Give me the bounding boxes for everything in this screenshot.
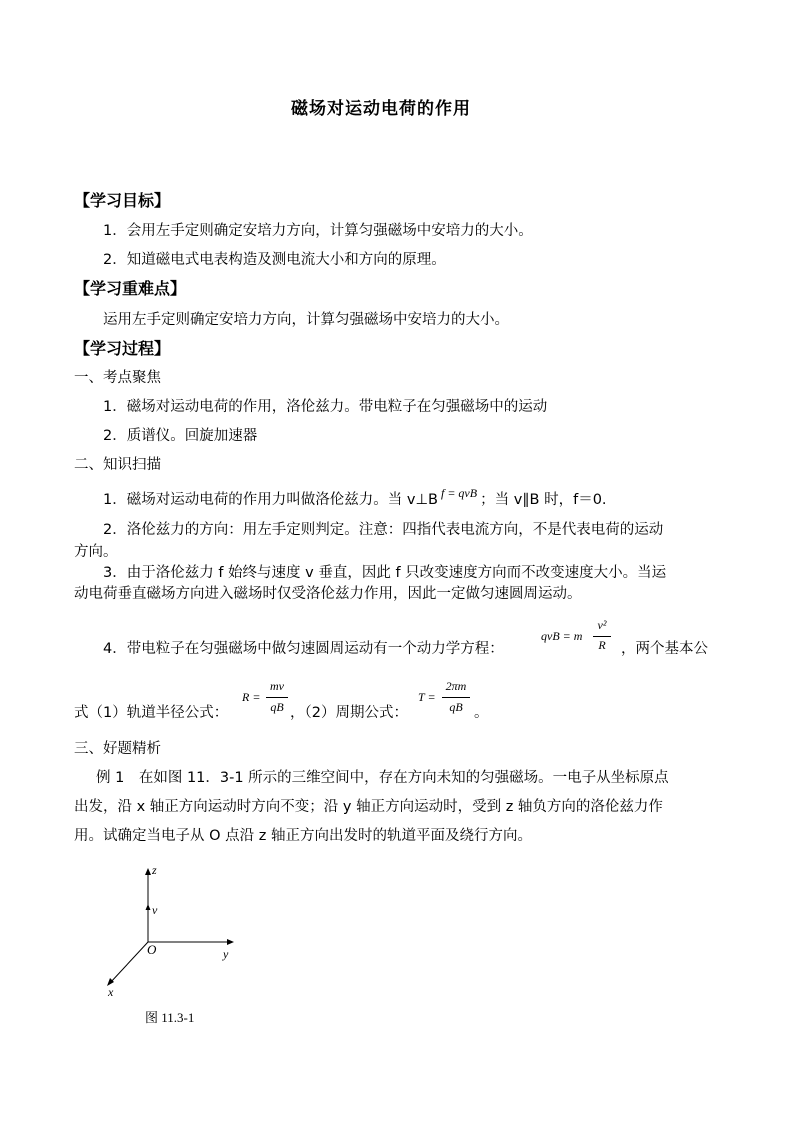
period-den: qB [449, 700, 463, 714]
period-formula [418, 679, 472, 719]
y-axis-label: y [223, 947, 229, 961]
part2-item4-b: ，两个基本公 [621, 641, 708, 657]
part2-item4-d: ，（2）周期公式： [290, 705, 408, 721]
radius-lhs: R = [242, 690, 261, 704]
keypoints-heading: 【学习重难点】 [74, 279, 187, 298]
objective-item-2: 2．知道磁电式电表构造及测电流大小和方向的原理。 [103, 252, 446, 268]
v-arrowhead [146, 904, 151, 910]
radius-formula [242, 679, 290, 719]
keypoints-text: 运用左手定则确定安培力方向，计算匀强磁场中安培力的大小。 [103, 312, 509, 328]
coordinate-figure [100, 862, 250, 1002]
part1-item-2: 2．质谱仪。回旋加速器 [103, 428, 258, 444]
process-heading: 【学习过程】 [74, 339, 171, 358]
dynamics-eq-bar [593, 636, 611, 637]
v-label: v [152, 903, 158, 917]
part1-heading: 一、考点聚焦 [74, 370, 161, 386]
radius-num: mv [270, 679, 284, 693]
part3-heading: 三、好题精析 [74, 741, 161, 757]
period-bar [442, 697, 470, 698]
objective-item-1: 1．会用左手定则确定安培力方向，计算匀强磁场中安培力的大小。 [103, 223, 533, 239]
part2-item4-c: 式（1）轨道半径公式： [74, 705, 229, 721]
dynamics-eq-num: v² [597, 618, 607, 632]
part2-item1-a: 1．磁场对运动电荷的作用力叫做洛伦兹力。当 v⊥B [103, 492, 438, 508]
part2-item1-text [103, 486, 607, 510]
part2-item1-b: ；当 v∥B 时，f＝0. [480, 492, 607, 508]
example-line-3: 用。试确定当电子从 O 点沿 z 轴正方向出发时的轨道平面及绕行方向。 [74, 828, 532, 844]
figure-caption: 图 11.3-1 [145, 1010, 195, 1025]
dynamics-equation [541, 618, 616, 658]
part2-item4-e: 。 [474, 705, 489, 721]
x-axis-label: x [108, 985, 114, 999]
example-line-1: 例 1 在如图 11．3-1 所示的三维空间中，存在方向未知的匀强磁场。一电子从坐标原点 [96, 770, 669, 786]
period-num: 2πm [445, 679, 467, 693]
dynamics-eq-den: R [598, 638, 606, 652]
dynamics-eq-left: qvB = m [541, 629, 583, 643]
objectives-heading: 【学习目标】 [74, 191, 171, 210]
example-line-2: 出发，沿 x 轴正方向运动时方向不变；沿 y 轴正方向运动时，受到 z 轴负方向的洛伦兹力作 [74, 799, 663, 815]
part2-item2-line2: 方向。 [74, 544, 118, 560]
radius-bar [266, 697, 288, 698]
part1-item-1: 1．磁场对运动电荷的作用，洛伦兹力。带电粒子在匀强磁场中的运动 [103, 399, 548, 415]
part2-item3-line1: 3．由于洛伦兹力 f 始终与速度 v 垂直，因此 f 只改变速度方向而不改变速度大小。当运 [103, 565, 667, 581]
radius-den: qB [270, 700, 284, 714]
period-lhs: T = [418, 690, 436, 704]
y-axis-arrowhead [227, 939, 234, 945]
lorentz-formula: f = qvB [441, 486, 478, 500]
part2-heading: 二、知识扫描 [74, 457, 161, 473]
part2-item2-line1: 2．洛伦兹力的方向：用左手定则判定。注意：四指代表电流方向，不是代表电荷的运动 [103, 522, 664, 538]
part2-item3-line2: 动电荷垂直磁场方向进入磁场时仅受洛伦兹力作用，因此一定做匀速圆周运动。 [74, 586, 582, 602]
page-title: 磁场对运动电荷的作用 [291, 99, 471, 119]
x-axis [110, 942, 148, 983]
part2-item4-a: 4．带电粒子在匀强磁场中做匀速圆周运动有一个动力学方程： [103, 641, 504, 657]
origin-label: O [147, 942, 157, 957]
z-axis-arrowhead [145, 868, 151, 875]
z-axis-label: z [152, 863, 157, 877]
